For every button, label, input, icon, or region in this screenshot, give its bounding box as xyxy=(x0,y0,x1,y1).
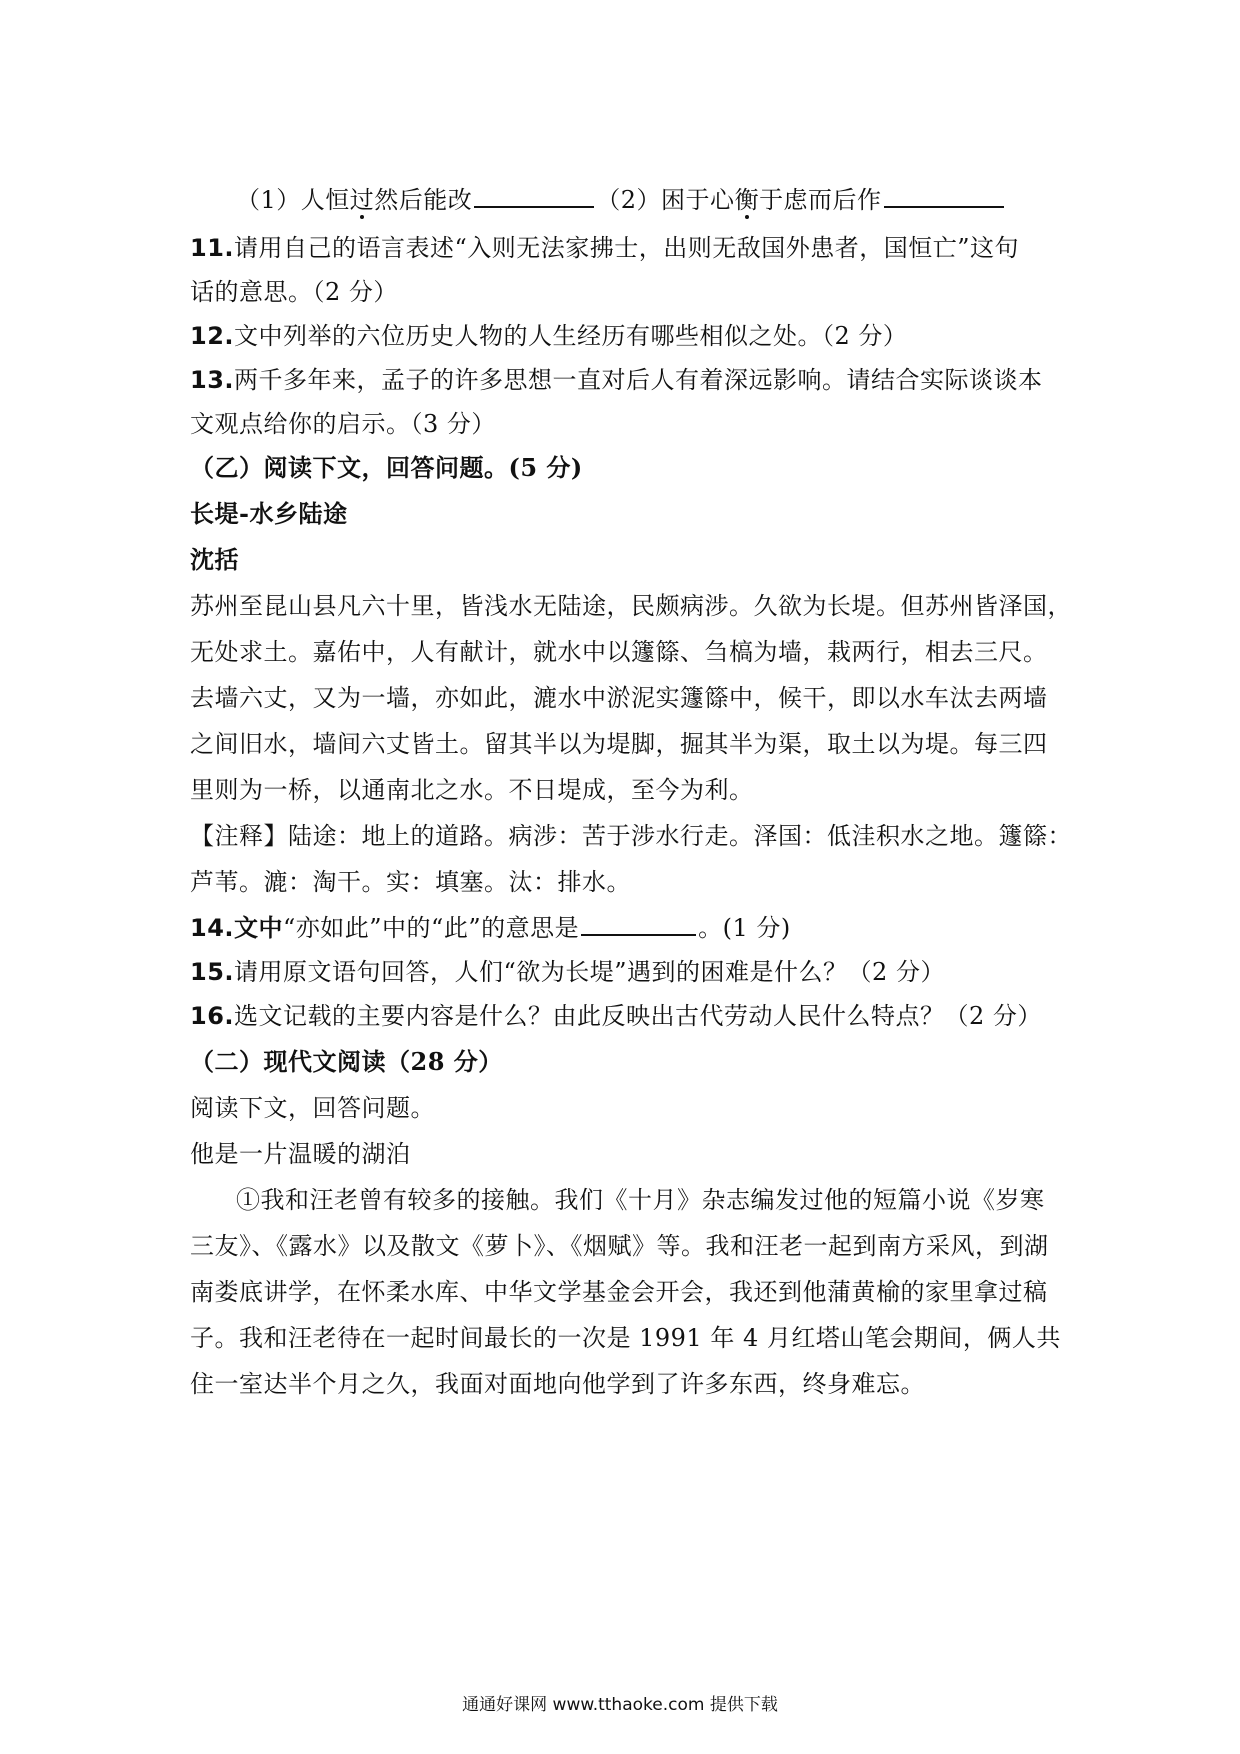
q13-text-line1: 两千多年来，孟子的许多思想一直对后人有着深远影响。请结合实际谈谈本 xyxy=(234,366,1043,394)
article-p1-line: ①我和汪老曾有较多的接触。我们《十月》杂志编发过他的短篇小说《岁寒 xyxy=(236,1186,1045,1214)
notes-line: 【注释】陆途：地上的道路。病涉：苦于涉水行走。泽国：低洼积水之地。籧篨： xyxy=(190,822,1072,850)
q10-items xyxy=(236,182,1106,216)
q10-item2-suffix: 于虑而后作 xyxy=(759,186,882,214)
q10-item1-dotted-char: 过 xyxy=(349,186,375,214)
article-p1-line: 子。我和汪老待在一起时间最长的一次是 1991 年 4 月红塔山笔会期间，俩人共 xyxy=(190,1324,1061,1352)
passage-line: 苏州至昆山县凡六十里，皆浅水无陆途，民颇病涉。久欲为长堤。但苏州皆泽国， xyxy=(190,592,1072,620)
q10-item1-prefix: （1）人恒 xyxy=(236,186,350,214)
q14 xyxy=(190,910,1060,944)
q14-number: 14. xyxy=(190,914,235,942)
article-p1-line: 南娄底讲学，在怀柔水库、中华文学基金会开会，我还到他蒲黄榆的家里拿过稿 xyxy=(190,1278,1048,1306)
section-yi-heading: （乙）阅读下文，回答问题。(5 分) xyxy=(190,453,583,482)
article-title: 他是一片温暖的湖泊 xyxy=(190,1140,411,1168)
passage-line: 之间旧水，墙间六丈皆土。留其半以为堤脚，掘其半为渠，取土以为堤。每三四 xyxy=(190,730,1048,758)
classical-text-author: 沈括 xyxy=(190,545,239,574)
q10-item1-suffix: 然后能改 xyxy=(374,186,473,214)
q15-text: 请用原文语句回答，人们“欲为长堤”遇到的困难是什么？（2 分） xyxy=(234,958,945,986)
q16 xyxy=(190,1000,1060,1032)
notes-line: 芦苇。漉：淘干。实：填塞。汰：排水。 xyxy=(190,868,631,896)
article-p1-line: 住一室达半个月之久，我面对面地向他学到了许多东西，终身难忘。 xyxy=(190,1370,925,1398)
article-p1-line: 三友》、《露水》以及散文《萝卜》、《烟赋》等。我和汪老一起到南方采风，到湖 xyxy=(190,1232,1049,1260)
q13-line2: 文观点给你的启示。（3 分） xyxy=(190,410,496,438)
q13-number: 13. xyxy=(190,366,235,394)
q16-number: 16. xyxy=(190,1002,235,1030)
q16-text: 选文记载的主要内容是什么？由此反映出古代劳动人民什么特点？（2 分） xyxy=(234,1002,1042,1030)
passage-line: 里则为一桥，以通南北之水。不日堤成，至今为利。 xyxy=(190,776,754,804)
section-er-heading: （二）现代文阅读（28 分） xyxy=(190,1047,503,1076)
q14-suffix: 。(1 分) xyxy=(698,914,791,942)
q10-item2-answer-blank[interactable] xyxy=(884,182,1004,208)
q15-number: 15. xyxy=(190,958,235,986)
page-footer: 通通好课网 www.tthaoke.com 提供下载 xyxy=(462,1695,778,1715)
classical-text-title: 长堤-水乡陆途 xyxy=(190,499,348,528)
q13-line1 xyxy=(190,364,1060,396)
q11-number: 11. xyxy=(190,234,235,262)
q10-item2-dotted-char: 衡 xyxy=(734,186,760,214)
q10-item2-prefix: （2）困于心 xyxy=(596,186,735,214)
q11-line2: 话的意思。（2 分） xyxy=(190,278,398,306)
reading-instruction: 阅读下文，回答问题。 xyxy=(190,1094,435,1122)
passage-line: 去墙六丈，又为一墙，亦如此，漉水中淤泥实籧篨中，候干，即以水车汰去两墙 xyxy=(190,684,1048,712)
q11-line1 xyxy=(190,232,1060,264)
q15 xyxy=(190,956,1060,988)
q12-text: 文中列举的六位历史人物的人生经历有哪些相似之处。（2 分） xyxy=(234,322,908,350)
q12 xyxy=(190,320,1060,352)
q12-number: 12. xyxy=(190,322,235,350)
q10-item1-answer-blank[interactable] xyxy=(474,182,594,208)
q14-prefix: 文中 xyxy=(234,913,284,942)
q14-text: “亦如此”中的“此”的意思是 xyxy=(283,914,580,942)
q11-text-line1: 请用自己的语言表述“入则无法家拂士，出则无敌国外患者，国恒亡”这句 xyxy=(234,234,1020,262)
q14-answer-blank[interactable] xyxy=(581,910,696,936)
passage-line: 无处求土。嘉佑中，人有献计，就水中以籧篨、刍槁为墙，栽两行，相去三尺。 xyxy=(190,638,1048,666)
